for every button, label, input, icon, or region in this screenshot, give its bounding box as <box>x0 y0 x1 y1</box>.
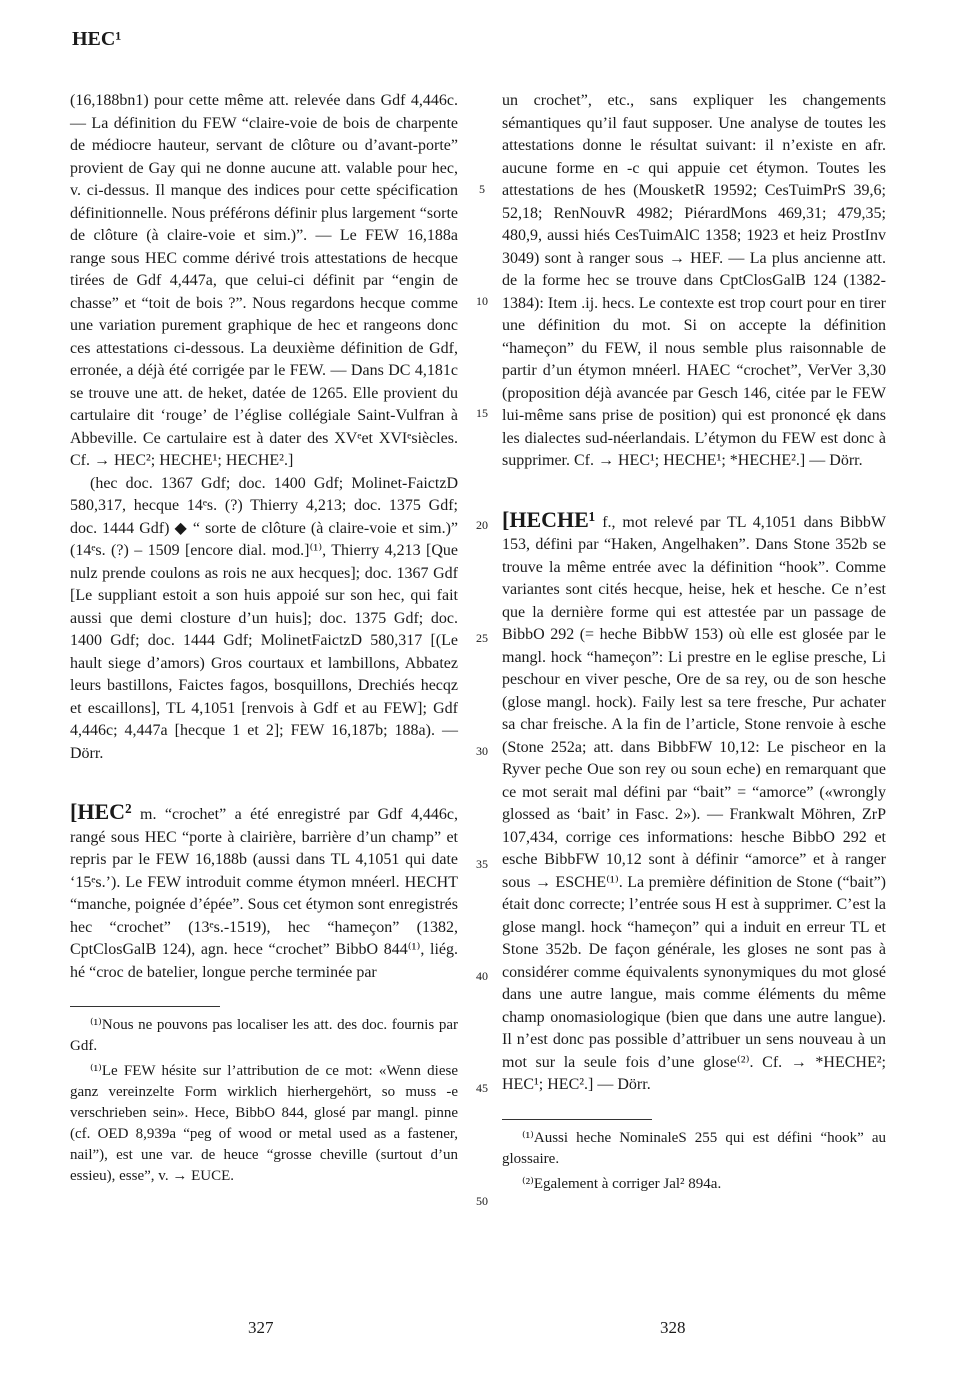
entry-title: [HECHE¹ <box>502 506 596 532</box>
left-column <box>70 90 458 1187</box>
footnote: ⁽²⁾Egalement à corriger Jal² 894a. <box>522 1175 722 1192</box>
footnote-rule <box>70 1006 220 1007</box>
line-number: 20 <box>476 518 488 532</box>
line-number: 30 <box>476 744 488 758</box>
line-number: 10 <box>476 294 488 308</box>
footnote: ⁽¹⁾Le FEW hésite sur l’attribution de ce mot: «Wenn diese ganz vereinzelte Form wirklich hierhergehört, so muss -e verschrieben sein». Hece, BibbO 844, glosé par mangl. pinne (cf. OED 8,939a “peg of wood or metal used as a fastener, nail”), est une var. de heuce “grosse cheville (surtout d’un essieu), esse”, v. → EUCE. <box>70 1063 458 1184</box>
entry-text: f., mot relevé par TL 4,1051 dans BibbW 153, défini par “Haken, Angelhaken”. Dans Stone 352b se trouve la même entrée avec la définition “hook”. Comme variantes sont cités hecque, heise, hek et hesche. Ce n’est que la dernière forme qui est attestée par un passage de BibbO 292 (= heche BibbW 153) où elle est glosée par le mangl. hock “hameçon”: Li prestre en le eglise presche, Li peschour en viver pesche, Ore de sa rey, ou de son hesche (glose mangl. hock). Faily lest sa tere fresche, Pur achater sa char freische. A la fin de l’article, Stone renvoie à esche (Stone 252a; att. dans BibbFW 10,12: Le pischeor en la Ryver peche Oue son rey ou soun eche) en remarquant que ce mot serait mal défini par “bait” = “amorce” («wrongly glossed as ‘bait’ in Fasc. 2»). — Frankwalt Möhren, ZrP 107,434, corrige ces informations: hesche BibbO 292 et esche BibbFW 10,12 sont à définir “amorce” et à ranger sous → ESCHE⁽¹⁾. La première définition de Stone (“bait”) était donc correcte; l’entrée sous H est à supprimer. C’est la glose mangl. hock “hameçon” qui a induit en erreur TL et Stone 352b. De façon générale, les gloses ne sont pas à considérer comme équivalents synonymiques du mot glosé dans une autre langue, mais comme éléments du même champ onomasiologique (bien que dans une autre langue). Il n’est donc pas possible d’attribuer un sens nouveau à un mot sur la seule fois d’une glose⁽²⁾. Cf. → *HECHE²; HEC¹; HEC².] — Dörr. <box>502 513 886 1093</box>
paragraph: (16,188bn1) pour cette même att. relevée dans Gdf 4,446c. — La définition du FEW “claire-voie de bois de charpente de médiocre hauteur, servant de clôture ou d’avant-porte” provient de Gay qui ne donne aucune att. valable pour hec, v. ci-dessus. Il manque des indices pour cette spécification définitionnelle. Nous préférons définir plus largement “sorte de clôture (à claire-voie et sim.)”. — Le FEW 16,188a range sous HEC comme dérivé trois attestations de hecque tirées de Gdf 4,447a, que celui-ci définit par “engin de chasse” et “toit de bois ?”. Nous regardons hecque comme une variation purement graphique de hec et rangeons donc ces attestations ci-dessous. La deuxième définition de Gdf, erronée, a déjà été corrigée par le FEW. — Dans DC 4,181c se trouve une att. de heket, datée de 1265. Elle provient du cartulaire dit ‘rouge’ de l’église collégiale Saint-Vulfran à Abbeville. Ce cartulaire est à dater des XVᵉet XVIᵉsiècles. Cf. → HEC²; HECHE¹; HECHE².] <box>70 92 458 469</box>
footnote: ⁽¹⁾Aussi heche NominaleS 255 qui est défini “hook” au glossaire. <box>502 1129 886 1167</box>
footnote-rule <box>502 1119 652 1120</box>
line-number: 40 <box>476 969 488 983</box>
paragraph: (hec doc. 1367 Gdf; doc. 1400 Gdf; Molinet-FaictzD 580,317, hecque 14ᵉs. (?) Thierry 4,213; doc. 1375 Gdf; doc. 1444 Gdf) ◆ “ sorte de clôture (à claire-voie et sim.)” (14ᵉs. (?) – 1509 [encore dial. mod.]⁽¹⁾, Thierry 4,213 [Que nulz prende coulons as rois ne aux hecques]; doc. 1367 Gdf [Le suppliant estoit a son huis appoié sur son hec, qui fait aussi que demi closture d’un huis]; doc. 1375 Gdf; doc. 1400 Gdf; doc. 1444 Gdf; MolinetFaictzD 580,317 [(Le hault siege d’amors) Gros courtaux et lambillons, Abbatez leurs bastillons, Faictes fagos, bosquillons, Drechiés hecqz et escaillons], TL 4,1051 [renvois à Gdf et au FEW]; Gdf 4,446c; 4,447a [hecque 1 et 2]; FEW 16,187b; 188a). — Dörr. <box>70 474 458 762</box>
line-number: 45 <box>476 1081 488 1095</box>
right-column <box>502 90 886 1195</box>
page-number-right: 328 <box>660 1318 686 1337</box>
entry-text: m. “crochet” a été enregistré par Gdf 4,446c, rangé sous HEC “porte à clairière, barrière d’un champ” et repris par le FEW 16,188b (aussi dans TL 4,1051 qui date ‘15ᵉs.’). Le FEW introduit comme étymon mnéerl. HECHT “manche, poignée d’épée”. Sous cet étymon sont enregistrés hec “crochet” (13ᵉs.-1519), hec “hameçon” (1382, CptClosGalB 124), agn. hece “crochet” BibbO 844⁽¹⁾, liég. hé “croc de batelier, longue perche terminée par <box>70 806 458 981</box>
line-number: 5 <box>479 182 485 196</box>
footnote: ⁽¹⁾Nous ne pouvons pas localiser les att. des doc. fournis par Gdf. <box>70 1017 458 1054</box>
entry-heche1 <box>502 506 886 1097</box>
line-number: 25 <box>476 631 488 645</box>
page-number-left: 327 <box>248 1318 274 1337</box>
line-number: 50 <box>476 1194 488 1208</box>
paragraph: un crochet”, etc., sans expliquer les changements sémantiques qu’il faut supposer. Une analyse de toutes les attestations donne le résultat suivant: il n’existe en afr. aucune forme en -c qui appuie cet étymon. Toutes les attestations de hes (MousketR 19592; CesTuimPrS 39,6; 52,18; RenNouvR 4982; PiérardMons 469,31; 479,35; 480,9, aussi hiés CesTuimAlC 1358; 1923 et heiz ProstInv 3049) sont à ranger sous → HEF. — La plus ancienne att. de la forme hec se trouve dans CptClosGalB 124 (1382-1384): Item .ij. hecs. Le contexte est trop court pour en tirer une définition du mot. Si on accepte la définition “hameçon” du FEW, il nous semble plus raisonnable de partir d’un étymon mnéerl. HAEC “crochet”, VerVer 3,30 (proposition déjà avancée par Gesch 146, citée par le FEW lui-même sans prise de position) qui est prononcé ęk dans les dialectes sud-néerlandais. L’étymon du FEW est donc à supprimer. Cf. → HEC¹; HECHE¹; *HECHE².] — Dörr. <box>502 92 886 469</box>
line-number: 35 <box>476 857 488 871</box>
entry-title: [HEC² <box>70 799 132 824</box>
running-header: HEC¹ <box>72 28 122 50</box>
entry-hec2 <box>70 801 458 984</box>
line-number: 15 <box>476 406 488 420</box>
